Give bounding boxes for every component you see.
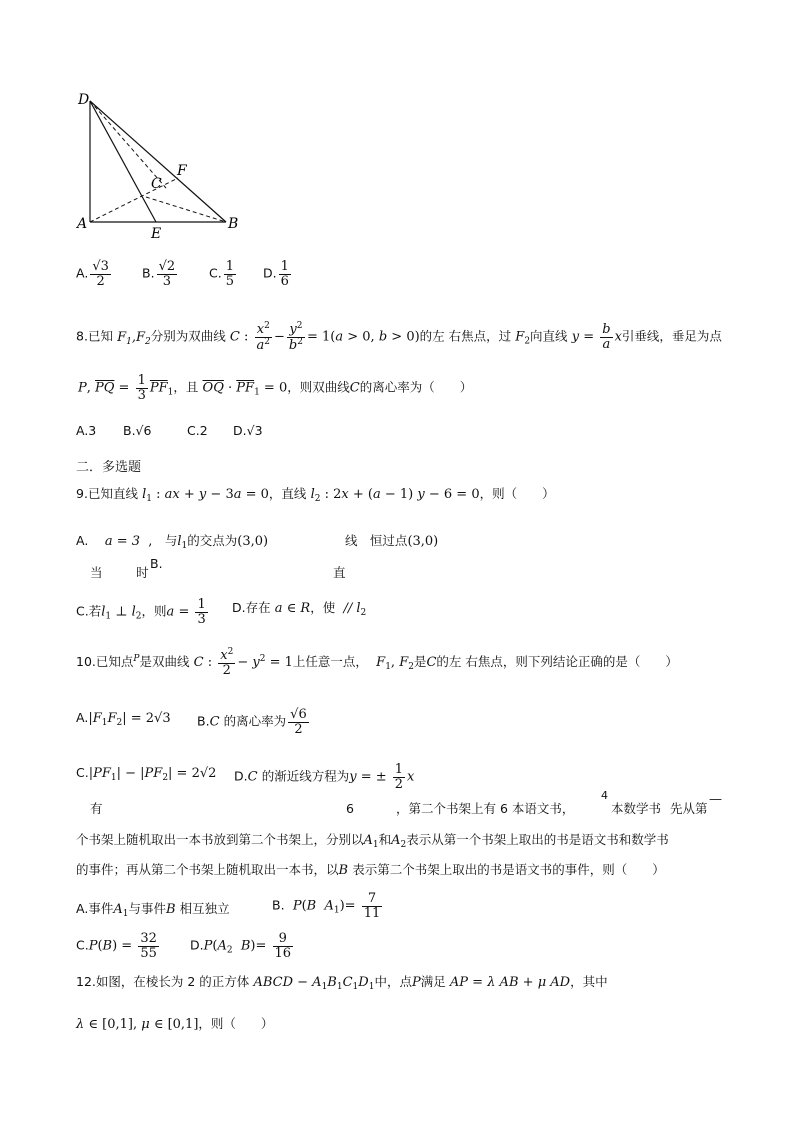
q11-line2: 个书架上随机取出一本书放到第二个书架上，分别以$A_1$和$A_2$表示从第一个书架上取出的书是语文书和数学书 (76, 832, 669, 850)
q8-option-a: A.3 (76, 423, 97, 438)
q11-option-c: C.P(B) = $\frac{32}{55}$ (76, 931, 157, 961)
q11-option-b: B. P(B $A_1)=$ $\frac{7}{11}$ (272, 891, 381, 921)
q12-line2: λ ∈ [0,1], μ ∈ [0,1]，则（ ） (76, 1016, 274, 1032)
q10-stem: 10.已知点$^P$是双曲线 C : $\frac{x^2}{2}$ − $y^2 = 1$上任意一点， $F_1$, $F_2$是C的左 右焦点，则下列结论正确的是（ ） (76, 647, 678, 678)
q11-option-a: A.事件$A_1$与事件B 相互独立 (76, 901, 230, 919)
q11-line1-d: 4 (601, 789, 608, 802)
q11-line1-e: 本数学书 (611, 801, 662, 816)
q9-option-b: 线 恒过点(3,0) (345, 533, 439, 549)
q10-option-d: D.C 的渐近线方程为y = ± $\frac{1}{2}$ x (234, 762, 415, 792)
label-C: C (151, 176, 162, 192)
q9-option-a: A. a = 3 , 与$l_1$的交点为(3,0) (76, 533, 269, 551)
label-E: E (151, 226, 162, 242)
q11-line3: 的事件；再从第二个书架上随机取出一本书，以B 表示第二个书架上取出的书是语文书的事件，则（ ） (76, 862, 665, 878)
q9-stem: 9.已知直线 $l_1$ : ax + y − 3a = 0，直线 $l_2$ : 2x + (a − 1) y − 6 = 0，则（ ） (76, 486, 555, 504)
label-D: D (78, 92, 90, 108)
q9-option-b-label: B. (150, 556, 163, 571)
q11-line1-b: 6 (346, 801, 354, 816)
section-title: 二．多选题 (76, 460, 142, 475)
label-F: F (177, 163, 187, 179)
q7-option-b: B. $\frac{√2}{3}$ (142, 259, 176, 289)
q11-line1-f: 先从第 (670, 801, 708, 816)
q8-line2: P, $\overline{PQ}$ = $\frac{1}{3}$ $\overline{PF}_1$，且 $\overline{OQ} \cdot \overline{PF}_1 = 0$，则双曲线C的离心率为（ ） (78, 373, 473, 403)
q8-line1: 8.已知 $F_1,F_2$分别为双曲线 C : $\frac{x^2}{a^2}$ − $\frac{y^2}{b^2}$ = 1(a > 0, b > 0)的左 右焦点，过 $F_2$向直线 y = $\frac{b}{a}$ x引垂线，垂足为点 (76, 321, 722, 353)
q9-option-a-when1: 当 (90, 565, 103, 580)
q7-option-d: D. $\frac{1}{6}$ (263, 259, 289, 289)
q11-line1-dash: — (709, 792, 722, 807)
label-B: B (228, 216, 239, 232)
q11-line1-c: ，第二个书架上有 6 本语文书， (396, 801, 575, 816)
q9-option-c: C.若$l_1$ ⊥ $l_2$，则a = $\frac{1}{3}$ (76, 597, 206, 627)
q7-option-c: C. $\frac{1}{5}$ (209, 259, 234, 289)
q7-option-a: A. $\frac{√3}{2}$ (76, 259, 109, 289)
q9-option-a-when2: 时 (136, 565, 149, 580)
q11-option-d: $D.P(A_2$ B)= $\frac{9}{16}$ (190, 931, 292, 961)
q8-option-b: B.√6 (123, 423, 152, 438)
q9-option-d: D.存在 a ∈ R，使 // $l_2$ (232, 600, 367, 618)
q8-option-d: D.√3 (233, 423, 263, 438)
q9-option-b-text3: 直 (333, 565, 346, 580)
q11-line1-a: 有 (90, 801, 103, 816)
q12-stem: 12.如图，在棱长为 2 的正方体 ABCD − $A_1B_1C_1D_1$中，点P满足 AP = λ AB + μ AD，其中 (76, 974, 608, 992)
geometry-figure (0, 0, 793, 260)
q8-option-c: C.2 (187, 423, 208, 438)
label-A: A (77, 216, 88, 232)
q10-option-a: $A.|F_1F_2| = 2√3$ (76, 710, 171, 728)
q10-option-c: $C.|PF_1| - |PF_2| = 2√2$ (76, 765, 217, 783)
q10-option-b: B.C 的离心率为 $\frac{√6}{2}$ (197, 707, 307, 737)
